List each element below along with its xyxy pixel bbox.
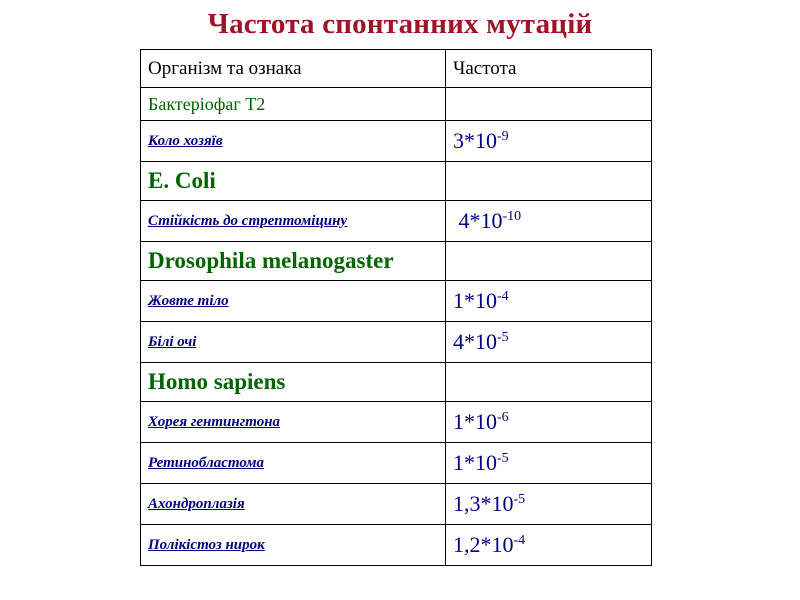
table-row [141, 402, 652, 443]
frequency-cell [446, 121, 652, 162]
empty-frequency-cell [446, 363, 652, 402]
frequency-cell [446, 484, 652, 525]
trait-cell: Білі очі [141, 322, 446, 363]
trait-cell: Стійкість до стрептоміцину [141, 201, 446, 242]
empty-frequency-cell [446, 88, 652, 121]
table-row [141, 525, 652, 566]
frequency-mantissa: 1*10 [453, 288, 497, 313]
header-organism-trait: Організм та ознака [141, 50, 446, 88]
organism-cell: E. Coli [141, 162, 446, 201]
frequency-exponent: -9 [497, 129, 509, 144]
frequency-exponent: -5 [497, 330, 509, 345]
table-row [141, 443, 652, 484]
organism-cell: Бактеріофаг Т2 [141, 88, 446, 121]
trait-cell: Коло хозяїв [141, 121, 446, 162]
trait-cell: Жовте тіло [141, 281, 446, 322]
organism-cell: Homo sapiens [141, 363, 446, 402]
trait-cell: Ахондроплазія [141, 484, 446, 525]
table-row [141, 484, 652, 525]
table-header-row [141, 50, 652, 88]
header-frequency: Частота [446, 50, 652, 88]
frequency-cell [446, 322, 652, 363]
table-row [141, 121, 652, 162]
frequency-mantissa: 3*10 [453, 128, 497, 153]
frequency-mantissa: 1*10 [453, 450, 497, 475]
frequency-cell [446, 443, 652, 484]
table-row [141, 88, 652, 121]
trait-cell: Хорея гентингтона [141, 402, 446, 443]
frequency-cell [446, 525, 652, 566]
frequency-exponent: -5 [497, 451, 509, 466]
frequency-exponent: -5 [513, 492, 526, 507]
table-row [141, 363, 652, 402]
page-title: Частота спонтанних мутацій [207, 8, 593, 40]
trait-cell: Полікістоз нирок [141, 525, 446, 566]
frequency-exponent: -4 [497, 289, 509, 304]
organism-cell: Drosophila melanogaster [141, 242, 446, 281]
frequency-exponent: -6 [497, 410, 509, 425]
mutation-frequency-table [140, 49, 652, 566]
table-row [141, 201, 652, 242]
frequency-mantissa: 4*10 [453, 208, 503, 233]
frequency-cell [446, 201, 652, 242]
empty-frequency-cell [446, 242, 652, 281]
empty-frequency-cell [446, 162, 652, 201]
frequency-cell [446, 402, 652, 443]
table-row [141, 242, 652, 281]
frequency-exponent: -10 [502, 209, 522, 224]
frequency-mantissa: 1,3*10 [453, 491, 514, 516]
table-row [141, 162, 652, 201]
table-row [141, 281, 652, 322]
frequency-exponent: -4 [513, 533, 526, 548]
frequency-cell [446, 281, 652, 322]
trait-cell: Ретинобластома [141, 443, 446, 484]
frequency-mantissa: 4*10 [453, 329, 497, 354]
frequency-mantissa: 1,2*10 [453, 532, 514, 557]
frequency-mantissa: 1*10 [453, 409, 497, 434]
table-row [141, 322, 652, 363]
